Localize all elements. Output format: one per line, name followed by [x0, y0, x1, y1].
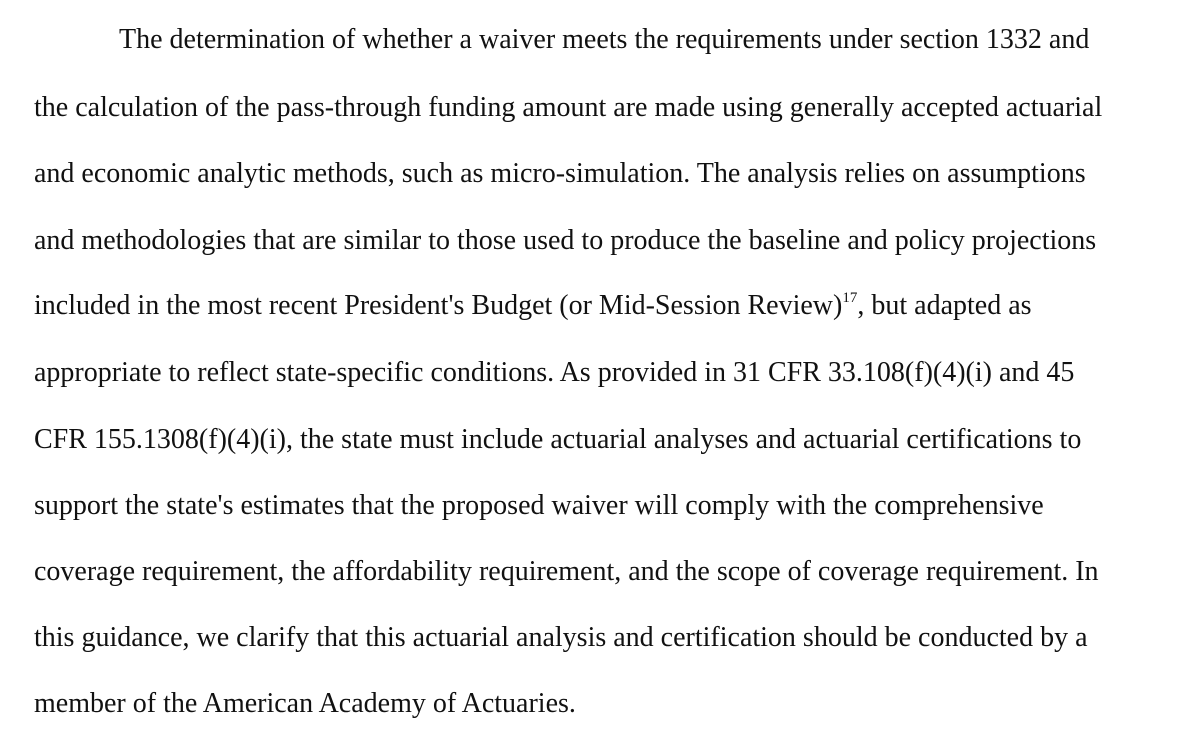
paragraph-line-9: coverage requirement, the affordability requirement, and the scope of coverage requirement. In	[34, 556, 1099, 587]
paragraph-line-5	[34, 292, 1032, 320]
paragraph-line-11: member of the American Academy of Actuaries.	[34, 688, 576, 719]
paragraph-line-8: support the state's estimates that the proposed waiver will comply with the comprehensive	[34, 490, 1044, 521]
paragraph-line-5-text: included in the most recent President's Budget (or Mid-Session Review)	[34, 290, 843, 321]
paragraph-line-7: CFR 155.1308(f)(4)(i), the state must include actuarial analyses and actuarial certifications to	[34, 424, 1082, 455]
paragraph-line-1: The determination of whether a waiver meets the requirements under section 1332 and	[119, 24, 1090, 55]
paragraph-line-2: the calculation of the pass-through funding amount are made using generally accepted actuarial	[34, 92, 1103, 123]
paragraph-line-6: appropriate to reflect state-specific conditions. As provided in 31 CFR 33.108(f)(4)(i) and 45	[34, 357, 1075, 388]
paragraph-line-10: this guidance, we clarify that this actuarial analysis and certification should be conducted by a	[34, 622, 1088, 653]
paragraph-line-5-tail: , but adapted as	[857, 290, 1032, 321]
footnote-reference[interactable]: 17	[842, 290, 858, 306]
paragraph-line-4: and methodologies that are similar to those used to produce the baseline and policy projections	[34, 225, 1097, 256]
paragraph-line-3: and economic analytic methods, such as micro-simulation. The analysis relies on assumptions	[34, 158, 1086, 189]
